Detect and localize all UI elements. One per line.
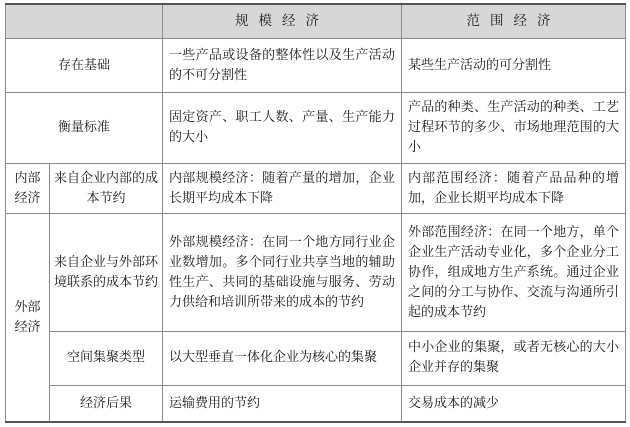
comparison-table-container	[5, 3, 625, 423]
cell-external-source-scale: 外部规模经济：在同一个地方同行业企业数增加。多个同行业共享当地的辅助性生产、共同的基础设施与服务、劳动力供给和培训所带来的成本的节约	[163, 214, 402, 331]
row-economic-result	[6, 386, 626, 422]
cell-internal-scope: 内部范围经济：随着产品品种的增加，企业长期平均成本下降	[402, 164, 626, 214]
row-basis	[6, 38, 626, 93]
cell-cluster-scale: 以大型垂直一体化企业为核心的集聚	[163, 331, 402, 386]
scale-vs-scope-economies-table	[5, 3, 626, 423]
cell-basis-scale: 一些产品或设备的整体性以及生产活动的不可分割性	[163, 38, 402, 93]
cell-result-scale: 运输费用的节约	[163, 386, 402, 422]
row-label-external-source: 来自企业与外部环境联系的成本节约	[50, 214, 163, 331]
row-label-measure: 衡量标准	[6, 93, 163, 164]
row-internal-economies	[6, 164, 626, 214]
row-label-internal-source: 来自企业内部的成本节约	[50, 164, 163, 214]
header-scope-economies: 范围经济	[402, 4, 626, 38]
cell-cluster-scope: 中小企业的集聚，或者无核心的大小企业并存的集聚	[402, 331, 626, 386]
cell-result-scope: 交易成本的减少	[402, 386, 626, 422]
cell-external-source-scope: 外部范围经济：在同一个地方，单个企业生产活动专业化，多个企业分工协作，组成地方生产系统。通过企业之间的分工与协作、交流与沟通所引起的成本节约	[402, 214, 626, 331]
group-label-internal: 内部经济	[6, 164, 50, 214]
row-label-economic-result: 经济后果	[50, 386, 163, 422]
cell-measure-scale: 固定资产、职工人数、产量、生产能力的大小	[163, 93, 402, 164]
row-cluster-type	[6, 331, 626, 386]
header-scale-economies: 规模经济	[163, 4, 402, 38]
header-empty-cell	[6, 4, 163, 38]
cell-measure-scope: 产品的种类、生产活动的种类、工艺过程环节的多少、市场地理范围的大小	[402, 93, 626, 164]
group-label-external: 外部经济	[6, 214, 50, 422]
row-measure	[6, 93, 626, 164]
row-external-source	[6, 214, 626, 331]
cell-basis-scope: 某些生产活动的可分割性	[402, 38, 626, 93]
cell-internal-scale: 内部规模经济：随着产量的增加，企业长期平均成本下降	[163, 164, 402, 214]
header-row	[6, 4, 626, 38]
row-label-cluster-type: 空间集聚类型	[50, 331, 163, 386]
row-label-basis: 存在基础	[6, 38, 163, 93]
